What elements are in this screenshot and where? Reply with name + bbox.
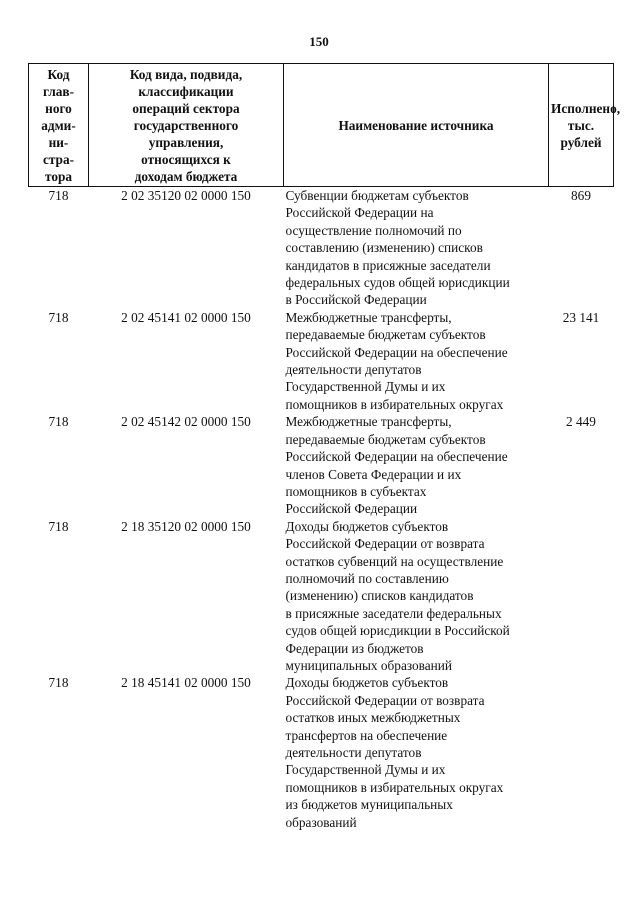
text-line: государственного xyxy=(133,117,239,133)
classification-code-cell: 2 18 35120 02 0000 150 xyxy=(121,518,251,534)
header-executed xyxy=(549,64,621,187)
text-line: ного xyxy=(45,100,72,116)
text-line: помощников в субъектах xyxy=(285,483,427,499)
source-name-cell xyxy=(284,518,549,675)
table-row xyxy=(29,413,614,517)
text-line: кандидатов в присяжные заседатели xyxy=(285,257,491,273)
text-line: Российской Федерации от возврата xyxy=(285,536,485,552)
text-line: Субвенции бюджетам субъектов xyxy=(285,188,469,203)
text-line: Федерации из бюджетов xyxy=(285,640,424,656)
classification-code-cell: 2 02 45141 02 0000 150 xyxy=(121,309,251,325)
text-line: операций сектора xyxy=(132,100,240,116)
executed-amount-cell: 869 xyxy=(571,188,591,203)
source-name-cell xyxy=(284,674,549,831)
text-line: доходам бюджета xyxy=(134,168,238,184)
text-line: федеральных судов общей юрисдикции xyxy=(285,275,510,291)
text-line: членов Совета Федерации и их xyxy=(285,466,462,482)
text-line: из бюджетов муниципальных xyxy=(285,797,453,813)
text-line: трансфертов на обеспечение xyxy=(285,727,448,743)
text-line: относящихся к xyxy=(141,151,231,167)
executed-amount-cell: 23 141 xyxy=(562,309,600,325)
text-line: глав- xyxy=(42,83,75,99)
table-row xyxy=(29,674,614,831)
executed-amount-cell xyxy=(549,518,614,675)
text-line: в Российской Федерации xyxy=(285,292,427,308)
table-header xyxy=(29,64,621,187)
executed-amount-cell xyxy=(549,674,614,831)
admin-code-cell: 718 xyxy=(48,518,69,534)
classification-code-cell: 2 18 45141 02 0000 150 xyxy=(121,675,251,691)
source-name-cell xyxy=(284,309,549,413)
text-line: стра- xyxy=(42,151,75,167)
text-line: Российской Федерации от возврата xyxy=(285,692,485,708)
text-line: Государственной Думы и их xyxy=(285,762,446,778)
admin-code-cell: 718 xyxy=(48,675,69,691)
text-line: Код xyxy=(47,66,70,82)
text-line: Доходы бюджетов субъектов xyxy=(285,675,449,691)
text-line: Российской Федерации на обеспечение xyxy=(285,449,508,465)
table-body xyxy=(29,187,614,832)
text-line: передаваемые бюджетам субъектов xyxy=(285,431,486,447)
text-line: Доходы бюджетов субъектов xyxy=(285,518,449,534)
text-line: (изменению) списков кандидатов xyxy=(285,588,474,604)
source-name-cell xyxy=(284,413,549,517)
text-line: ни- xyxy=(48,134,69,150)
page-number: 150 xyxy=(309,34,329,49)
text-line: в присяжные заседатели федеральных xyxy=(285,605,502,621)
text-line: образований xyxy=(285,814,357,830)
text-line: Российской Федерации на обеспечение xyxy=(285,344,508,360)
text-line: рублей xyxy=(560,134,602,150)
text-line: Российской Федерации xyxy=(285,501,418,517)
text-line: Код вида, подвида, xyxy=(129,66,243,82)
text-line: адми- xyxy=(41,117,76,133)
revenue-sources-table xyxy=(28,63,621,831)
text-line: Межбюджетные трансферты, xyxy=(285,309,452,325)
text-line: тора xyxy=(44,168,73,184)
text-line: составлению (изменению) списков xyxy=(285,240,483,256)
text-line: помощников в избирательных округах xyxy=(285,396,504,412)
text-line: передаваемые бюджетам субъектов xyxy=(285,327,486,343)
table-row xyxy=(29,187,614,309)
header-admin-code xyxy=(29,64,89,187)
text-line: деятельности депутатов xyxy=(285,745,422,760)
text-line: муниципальных образований xyxy=(285,657,453,673)
text-line: деятельности депутатов xyxy=(285,362,422,378)
text-line: Исполнено, xyxy=(551,100,621,116)
text-line: Российской Федерации на xyxy=(285,205,434,221)
text-line: Государственной Думы и их xyxy=(285,379,446,395)
text-line: помощников в избирательных округах xyxy=(285,779,504,795)
admin-code-cell: 718 xyxy=(48,188,69,203)
text-line: судов общей юрисдикции в Российской xyxy=(285,623,510,639)
executed-amount-cell: 2 449 xyxy=(566,414,596,430)
classification-code-cell: 2 02 45142 02 0000 150 xyxy=(121,414,251,430)
table-row xyxy=(29,518,614,675)
text-line: тыс. xyxy=(567,117,595,133)
header-source-name xyxy=(284,64,549,187)
text-line: остатков иных межбюджетных xyxy=(285,710,461,726)
text-line: осуществление полномочий по xyxy=(285,222,462,238)
admin-code-cell: 718 xyxy=(48,309,69,325)
classification-code-cell: 2 02 35120 02 0000 150 xyxy=(121,188,251,203)
text-line: Межбюджетные трансферты, xyxy=(285,414,452,430)
text-line: управления, xyxy=(148,134,224,150)
table-row xyxy=(29,309,614,413)
header-type-code xyxy=(89,64,284,187)
text-line: Наименование источника xyxy=(338,117,494,133)
text-line: полномочий по составлению xyxy=(285,570,449,586)
text-line: остатков субвенций на осуществление xyxy=(285,553,504,569)
admin-code-cell: 718 xyxy=(48,414,69,430)
text-line: классификации xyxy=(138,83,234,99)
source-name-cell xyxy=(284,187,549,309)
